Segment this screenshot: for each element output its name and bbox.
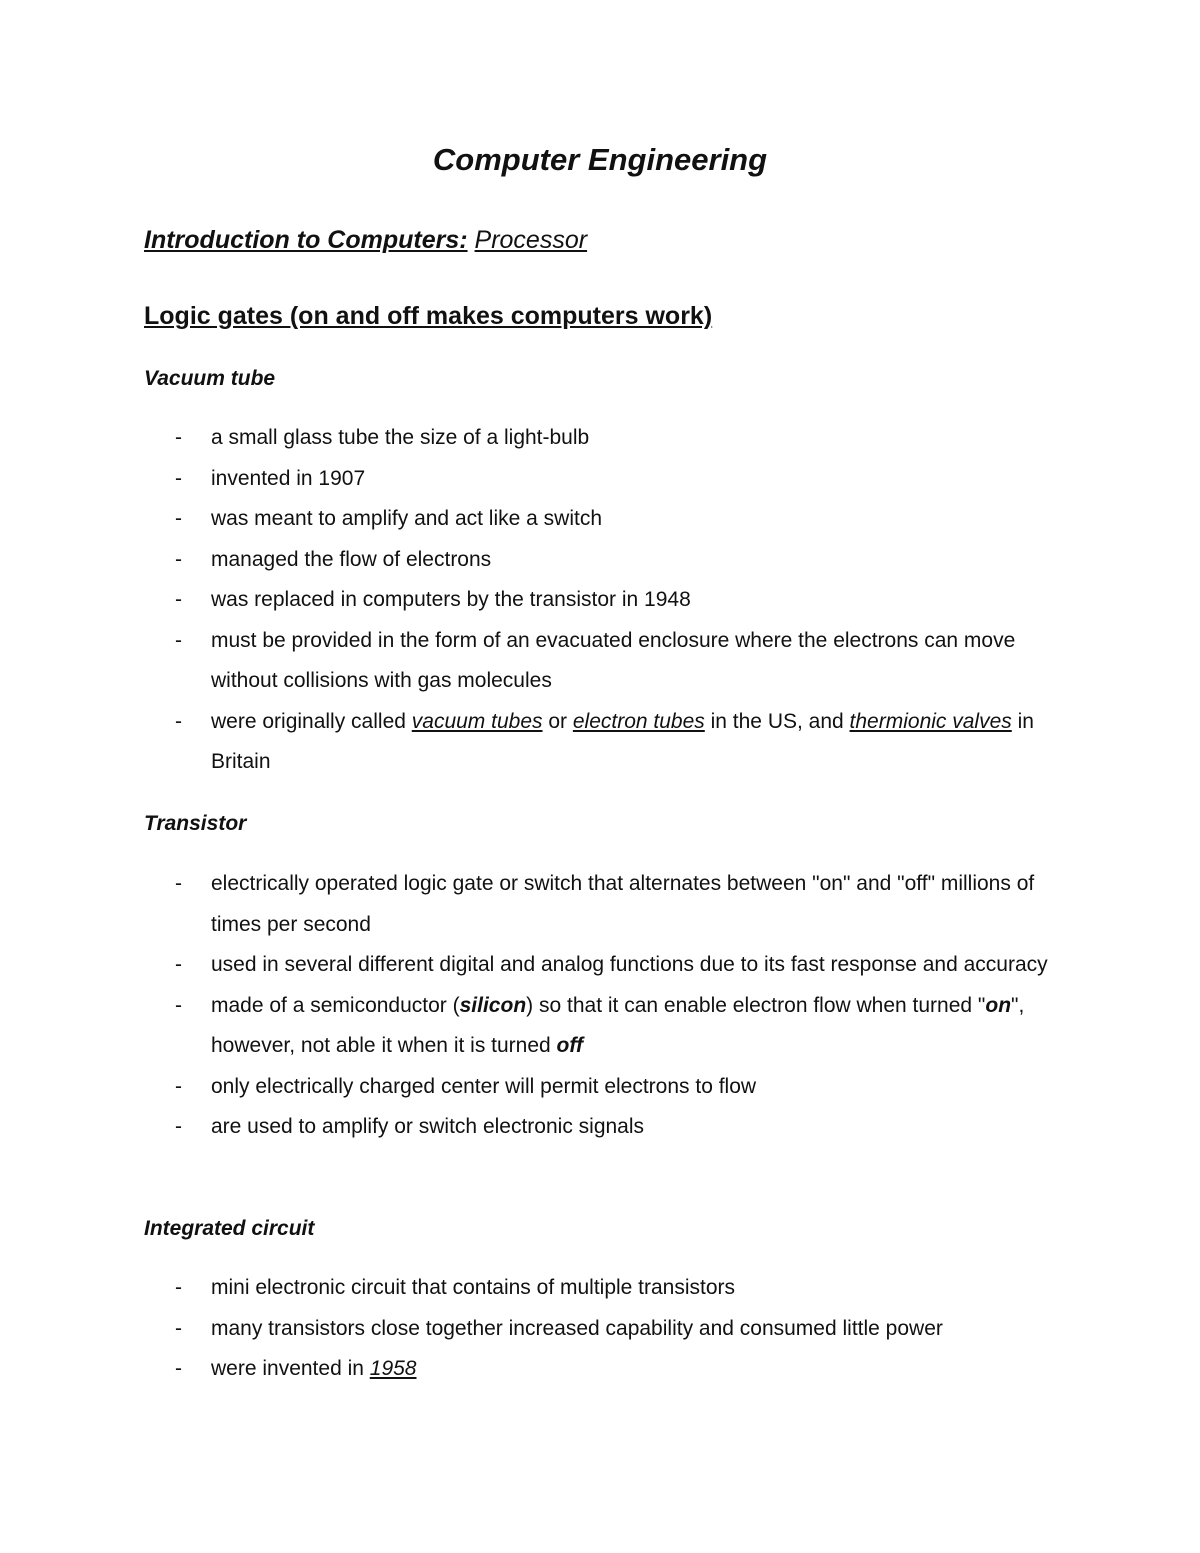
transistor-heading: Transistor <box>144 812 247 835</box>
list-item-text: invented in 1907 <box>211 466 366 490</box>
list-item <box>0 864 1056 945</box>
list-item-text: electrically operated logic gate or switch that alternates between "on" and "off" millions of times per second <box>211 872 1035 936</box>
bullet-dash: - <box>175 466 182 490</box>
list-item-text: mini electronic circuit that contains of multiple transistors <box>211 1276 736 1299</box>
term-thermionic-valves: thermionic valves <box>849 709 1012 733</box>
bullet-dash: - <box>175 872 182 895</box>
list-item <box>0 986 1056 1067</box>
bullet-dash: - <box>175 628 182 652</box>
list-item <box>0 1349 1056 1390</box>
list-item <box>0 580 1056 621</box>
intro-heading <box>144 222 587 258</box>
bullet-dash: - <box>175 1357 182 1380</box>
list-item-text: a small glass tube the size of a light-bulb <box>211 426 590 449</box>
bullet-dash: - <box>175 993 182 1017</box>
transistor-list <box>0 864 1200 1148</box>
list-item-text: in Britain <box>211 709 1034 773</box>
list-item <box>0 418 1056 459</box>
bullet-dash: - <box>175 953 182 976</box>
bullet-dash: - <box>175 709 182 733</box>
integrated-circuit-list <box>0 1268 1200 1390</box>
bullet-dash: - <box>175 1074 182 1098</box>
list-item-text: managed the flow of electrons <box>211 547 492 571</box>
list-item <box>0 1309 1056 1350</box>
bullet-dash: - <box>175 1316 182 1340</box>
list-item <box>0 459 1056 500</box>
list-item-text: was replaced in computers by the transistor in 1948 <box>211 588 691 611</box>
list-item-text: only electrically charged center will permit electrons to flow <box>211 1074 757 1098</box>
term-electron-tubes: electron tubes <box>572 709 705 733</box>
list-item <box>0 702 1056 783</box>
list-item-text: were originally called <box>211 709 412 733</box>
list-item-text: was meant to amplify and act like a switch <box>211 507 603 530</box>
list-item-text: were invented in <box>211 1357 370 1380</box>
term-year-1958: 1958 <box>369 1357 417 1380</box>
list-item-text: in the US, and <box>704 709 850 733</box>
logic-gates-heading: Logic gates (on and off makes computers work) <box>144 302 713 330</box>
term-off: off <box>556 1034 583 1057</box>
bullet-dash: - <box>175 547 182 571</box>
list-item-text: used in several different digital and analog functions due to its fast response and accuracy <box>211 953 1048 976</box>
intro-heading-label: Introduction to Computers: <box>144 226 468 254</box>
bullet-dash: - <box>175 1115 182 1138</box>
list-item <box>0 945 1056 986</box>
bullet-dash: - <box>175 588 182 611</box>
list-item <box>0 499 1056 540</box>
list-item-text: must be provided in the form of an evacuated enclosure where the electrons can move without collisions with gas molecules <box>211 628 1016 692</box>
document-title: Computer Engineering <box>432 142 768 177</box>
vacuum-tube-list <box>0 418 1200 783</box>
bullet-dash: - <box>175 507 182 530</box>
list-item-text: or <box>542 709 573 733</box>
list-item <box>0 540 1056 581</box>
vacuum-tube-heading: Vacuum tube <box>144 367 276 390</box>
term-on: on <box>985 993 1012 1017</box>
list-item <box>0 1107 1056 1148</box>
list-item <box>0 1268 1056 1309</box>
bullet-dash: - <box>175 426 182 449</box>
list-item-text: many transistors close together increased capability and consumed little power <box>211 1316 943 1340</box>
list-item-text: are used to amplify or switch electronic signals <box>211 1115 645 1138</box>
list-item <box>0 621 1056 702</box>
list-item-text: made of a semiconductor ( <box>211 993 460 1017</box>
list-item-text: ", however, not able it when it is turned <box>211 993 1025 1057</box>
term-silicon: silicon <box>459 993 527 1017</box>
list-item <box>0 1067 1056 1108</box>
list-item-text: ) so that it can enable electron flow when turned " <box>526 993 986 1017</box>
integrated-circuit-heading: Integrated circuit <box>144 1217 315 1240</box>
term-vacuum-tubes: vacuum tubes <box>411 709 543 733</box>
intro-heading-topic: Processor <box>474 226 588 254</box>
bullet-dash: - <box>175 1276 182 1299</box>
